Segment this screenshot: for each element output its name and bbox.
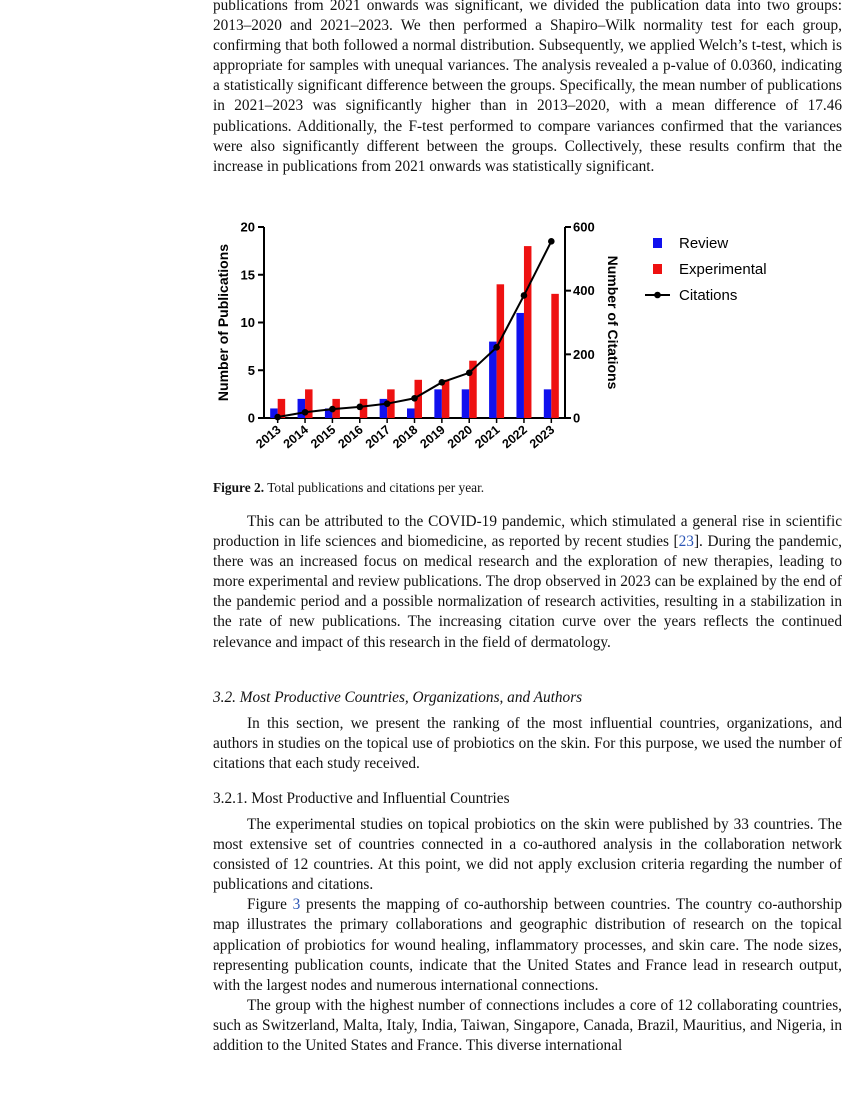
bar-review (462, 389, 470, 418)
pandemic-text-b: ]. During the pandemic, there was an increased focus on medical research and the exploration of new therapies, leading to more experimental and review publications. The drop observed in 2023 can be explained by the end of the pandemic period and a possible normalization of research activities, resulting in a stabilization in the rate of new publications. The increasing citation curve over the years reflects the continued relevance and impact of this research in the field of dermatology. (213, 533, 842, 651)
y-tick-label: 15 (240, 267, 255, 283)
y2-tick-label: 0 (573, 410, 581, 426)
citation-link-23[interactable]: 23 (678, 533, 694, 551)
legend-marker-citations (654, 292, 661, 299)
y-tick-label: 0 (247, 410, 255, 426)
intro-paragraph: publications from 2021 onwards was significant, we divided the publication data into two groups: 2013–2020 and 2021–2023. We then performed a Shapiro–Wilk normality test for each group, confirming that both followed a normal distribution. Subsequently, we applied Welch’s t-test, which is appropriate for samples with unequal variances. The analysis revealed a p-value of 0.0360, indicating a statistically significant difference between the groups. Specifically, the mean number of publications in 2021–2023 was significantly higher than in 2013–2020, with a mean difference of 17.46 publications. Additionally, the F-test performed to compare variances confirmed that the variances were also significantly different between the groups. Collectively, these results confirm that the increase in publications from 2021 onwards was statistically significant. (213, 0, 842, 175)
figure-ref-text: Figure (247, 896, 293, 914)
citations-point (302, 409, 309, 416)
x-tick-label: 2020 (444, 422, 476, 452)
citations-point (521, 292, 528, 299)
x-tick-label: 2014 (280, 422, 311, 452)
y2-tick-label: 200 (573, 346, 595, 362)
x-tick-label: 2017 (362, 422, 394, 452)
caption-label: Figure 2. (213, 480, 265, 495)
bar-experimental (442, 380, 450, 418)
legend-swatch-experimental (653, 264, 662, 274)
citations-point (384, 400, 391, 407)
figure-2 (213, 212, 842, 482)
x-tick-label: 2013 (253, 422, 284, 452)
legend-swatch-review (653, 238, 662, 248)
figure-3-link[interactable]: 3 (292, 896, 301, 914)
bar-review (516, 313, 524, 418)
y-tick-label: 10 (240, 315, 255, 330)
y2-axis-title: Number of Citations (605, 255, 621, 390)
countries-paragraph-2 (213, 895, 842, 995)
countries-paragraph-3: The group with the highest number of connections includes a core of 12 collaborating countries, such as Switzerland, Malta, Italy, India, Taiwan, Singapore, Canada, Brazil, Mauritius, and Nigeria, in addition to the United States and France. This diverse international (213, 996, 842, 1055)
legend-label-review: Review (679, 235, 729, 252)
countries-paragraph-2-text: presents the mapping of co-authorship between countries. The country co-authorship map illustrates the primary collaborations and geographic distribution of research on the topical application of probiotics for wound healing, inflammatory processes, and skin care. The node sizes, representing publication counts, indicate that the United States and France lead in research output, with the largest nodes and numerous international connections. (213, 896, 842, 994)
section-heading-3-2: 3.2. Most Productive Countries, Organizations, and Authors (213, 689, 583, 706)
y-axis-title: Number of Publications (215, 243, 231, 402)
bar-experimental (551, 294, 559, 418)
pandemic-text-a: This can be attributed to the COVID-19 pandemic, which stimulated a general rise in scientific production in life sciences and biomedicine, as reported by recent studies [ (213, 513, 842, 551)
legend-label-citations: Citations (679, 287, 738, 304)
bar-experimental (497, 284, 505, 418)
citations-point (548, 238, 555, 245)
countries-paragraph-1: The experimental studies on topical probiotics on the skin were published by 33 countries. The most extensive set of countries connected in a co-authored analysis in the collaboration network consisted of 12 countries. At this point, we did not apply exclusion criteria regarding the number of publications and citations. (213, 816, 842, 894)
x-tick-label: 2016 (335, 422, 366, 452)
citations-point (466, 369, 473, 376)
x-tick-label: 2019 (417, 422, 448, 452)
x-tick-label: 2015 (308, 422, 339, 452)
citations-point (411, 395, 418, 402)
bar-review (434, 389, 442, 418)
section-3-2-1-body (213, 815, 842, 1056)
bar-review (407, 408, 415, 418)
x-tick-label: 2021 (472, 422, 503, 452)
bar-review (544, 389, 552, 418)
citations-point (493, 344, 500, 351)
caption-text: Total publications and citations per year. (267, 480, 485, 495)
citations-point (439, 379, 446, 386)
section-3-2-paragraph: In this section, we present the ranking of the most influential countries, organizations, and authors in studies on the topical use of probiotics on the skin. For this purpose, we used the number of citations that each study received. (213, 715, 842, 773)
x-tick-label: 2018 (390, 422, 421, 452)
y2-tick-label: 600 (573, 219, 595, 235)
y-tick-label: 20 (240, 219, 255, 235)
citations-point (356, 404, 363, 411)
publications-citations-chart (213, 212, 842, 482)
y-tick-label: 5 (247, 362, 255, 378)
x-tick-label: 2023 (526, 422, 558, 452)
citations-point (274, 414, 281, 421)
x-tick-label: 2022 (499, 422, 530, 452)
pandemic-paragraph (213, 512, 842, 653)
section-heading-3-2-1: 3.2.1. Most Productive and Influential Countries (213, 790, 510, 807)
bar-experimental (524, 246, 532, 418)
citations-point (329, 406, 336, 413)
figure-caption (213, 479, 484, 497)
y2-tick-label: 400 (573, 283, 595, 299)
legend-label-experimental: Experimental (679, 261, 767, 278)
